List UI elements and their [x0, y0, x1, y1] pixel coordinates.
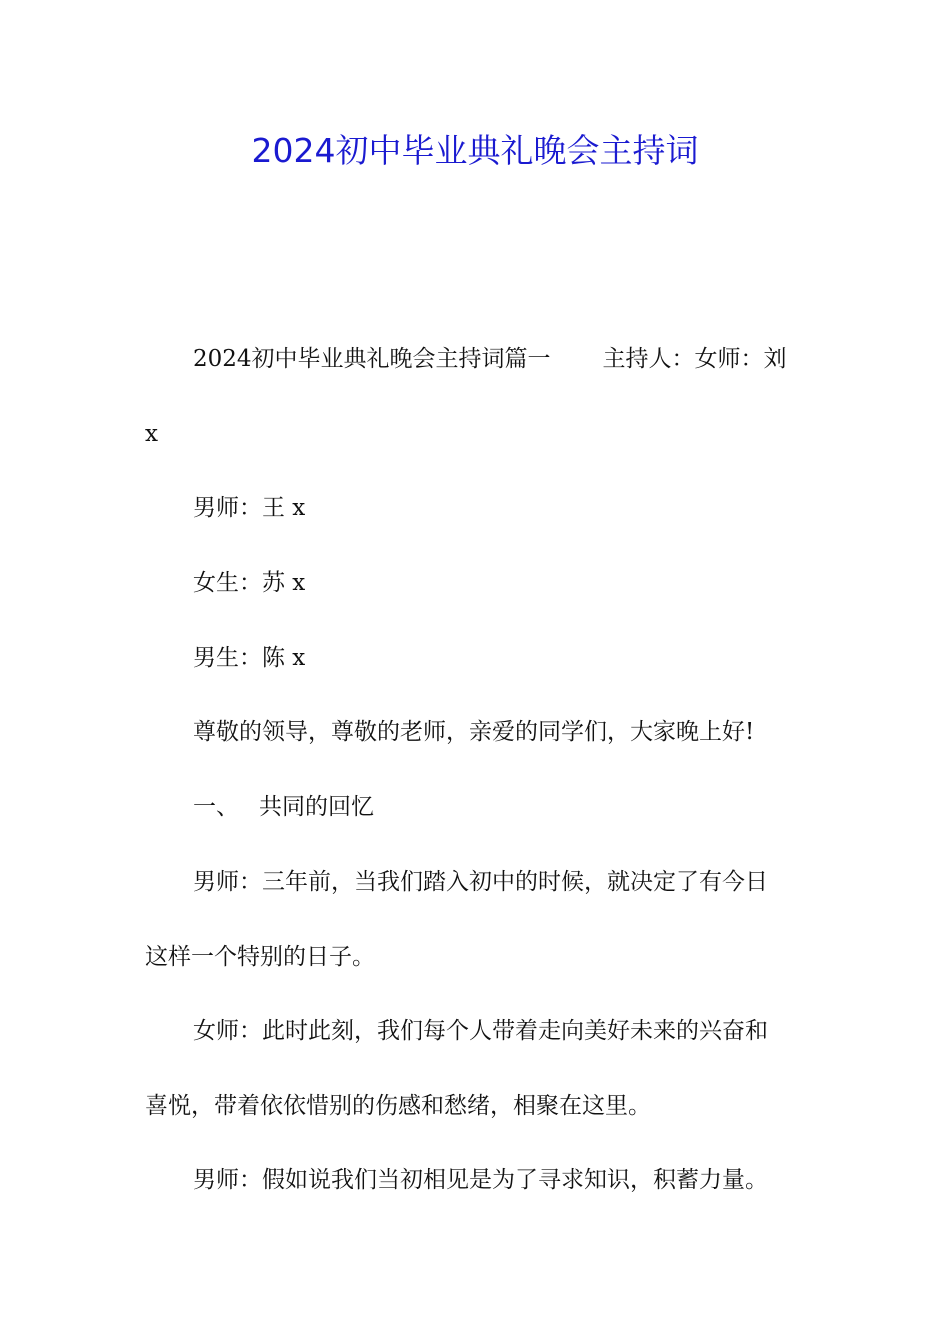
host-female-student: 女生：苏 x — [193, 570, 306, 596]
paragraph-1-line-2: 这样一个特别的日子。 — [145, 944, 375, 970]
paragraph-3-line-1: 男师：假如说我们当初相见是为了寻求知识，积蓄力量。 — [193, 1167, 768, 1193]
paragraph-1-line-1: 男师：三年前，当我们踏入初中的时候，就决定了有今日 — [193, 869, 768, 895]
paragraph-2-line-2: 喜悦，带着依依惜别的伤感和愁绪，相聚在这里。 — [145, 1093, 651, 1119]
section-name: 共同的回忆 — [259, 794, 374, 820]
host-male-teacher: 男师：王 x — [193, 495, 306, 521]
intro-line — [193, 342, 787, 376]
document-body — [145, 0, 805, 1344]
section-number: 一、 — [193, 794, 239, 820]
paragraph-2-line-1: 女师：此时此刻，我们每个人带着走向美好未来的兴奋和 — [193, 1018, 768, 1044]
document-title: 2024初中毕业典礼晚会主持词 — [251, 131, 699, 170]
section-heading — [193, 790, 374, 824]
host-male-student: 男生：陈 x — [193, 645, 306, 671]
greeting: 尊敬的领导，尊敬的老师，亲爱的同学们，大家晚上好! — [193, 719, 755, 745]
intro-heading: 2024初中毕业典礼晚会主持词篇一 — [193, 346, 551, 372]
host-label: 主持人：女师：刘 — [602, 346, 787, 372]
host-label-continued: x — [145, 421, 158, 447]
